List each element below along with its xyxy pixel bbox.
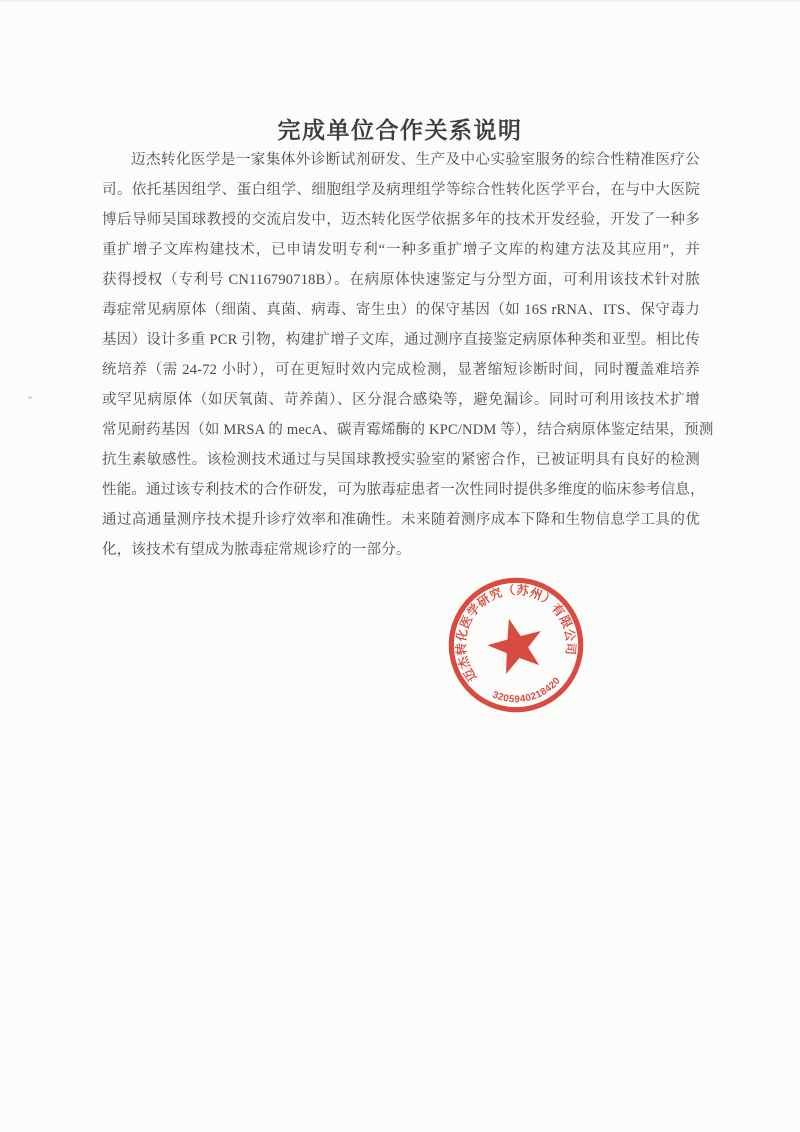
text-line: 统培养（需 24-72 小时），可在更短时效内完成检测，显著缩短诊断时间，同时覆盖难培养 (102, 362, 700, 378)
seal-number-text: 3205940218420 (490, 675, 563, 706)
scan-shadow (0, 0, 800, 3)
company-seal (424, 553, 608, 737)
text-line: 抗生素敏感性。该检测技术通过与吴国球教授实验室的紧密合作，已被证明具有良好的检测 (102, 452, 700, 468)
text-line: 化，该技术有望成为脓毒症常规诊疗的一部分。 (102, 542, 411, 558)
seal-company-text: 迈杰转化医学研究（苏州）有限公司 (454, 582, 578, 684)
text-line: 毒症常见病原体（细菌、真菌、病毒、寄生虫）的保守基因（如 16S rRNA、ITS、保守毒力 (102, 302, 700, 318)
document-body (102, 145, 714, 565)
text-line: 通过高通量测序技术提升诊疗效率和准确性。未来随着测序成本下降和生物信息学工具的优 (102, 512, 700, 528)
text-line: 基因）设计多重 PCR 引物，构建扩增子文库，通过测序直接鉴定病原体种类和亚型。相比传 (102, 332, 700, 348)
page-title: 完成单位合作关系说明 (277, 117, 523, 143)
text-line: 迈杰转化医学是一家集体外诊断试剂研发、生产及中心实验室服务的综合性精准医疗公 (131, 152, 700, 168)
text-line: 重扩增子文库构建技术，已申请发明专利“一种多重扩增子文库的构建方法及其应用”，并 (102, 242, 700, 258)
text-line: 博后导师吴国球教授的交流启发中，迈杰转化医学依据多年的技术开发经验，开发了一种多 (102, 212, 700, 228)
text-line: 获得授权（专利号 CN116790718B）。在病原体快速鉴定与分型方面，可利用该技术针对脓 (102, 272, 700, 288)
text-line: 司。依托基因组学、蛋白组学、细胞组学及病理组学等综合性转化医学平台，在与中大医院 (102, 182, 700, 198)
scan-speck (28, 396, 32, 399)
star-icon (482, 612, 549, 677)
text-line: 性能。通过该专利技术的合作研发，可为脓毒症患者一次性同时提供多维度的临床参考信息， (102, 482, 705, 498)
text-line: 或罕见病原体（如厌氧菌、苛养菌）、区分混合感染等，避免漏诊。同时可利用该技术扩增 (102, 392, 700, 408)
text-line: 常见耐药基因（如 MRSA 的 mecA、碳青霉烯酶的 KPC/NDM 等），结合病原体鉴定结果，预测 (102, 422, 714, 438)
